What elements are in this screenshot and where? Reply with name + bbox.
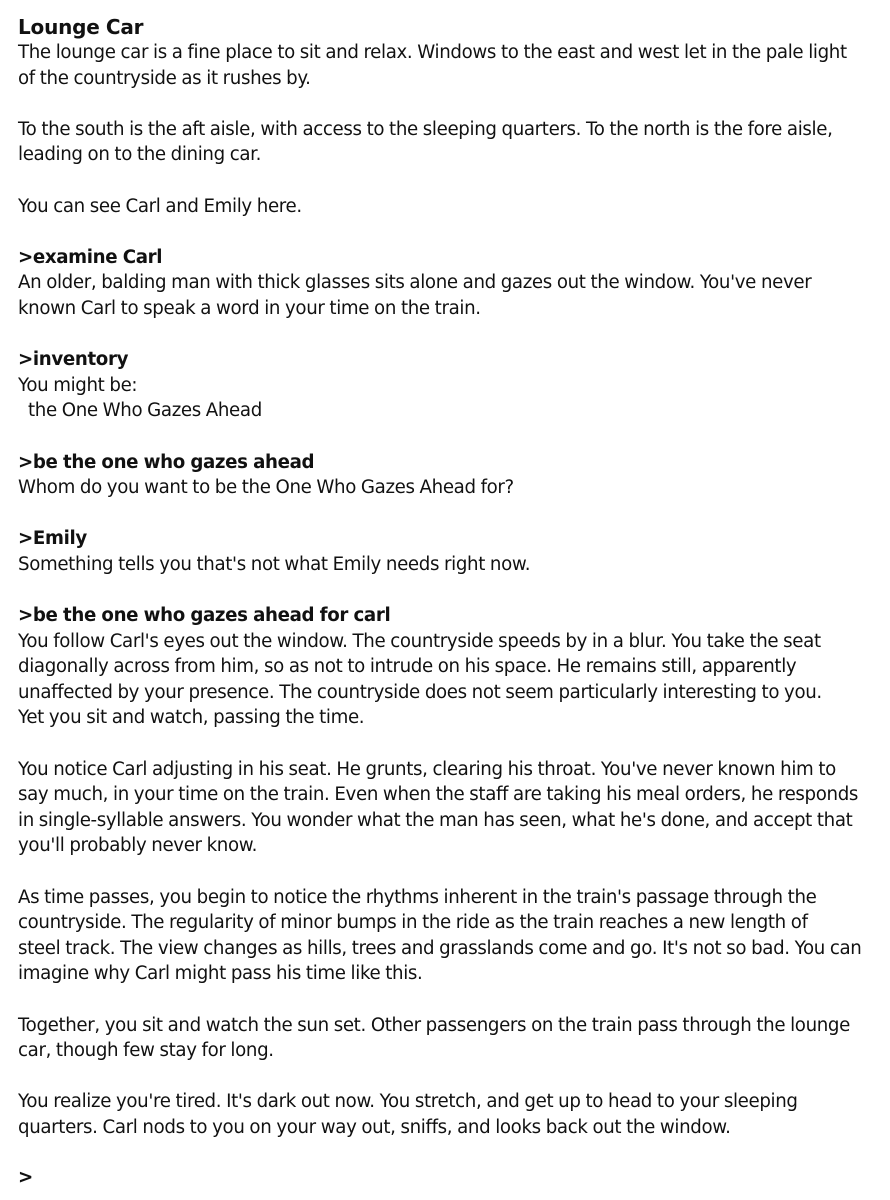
response-line: say much, in your time on the train. Even when the staff are taking his meal orders, he responds [18,784,859,806]
response-line: You notice Carl adjusting in his seat. He grunts, clearing his throat. You've never known him to [18,758,836,780]
response-line: As time passes, you begin to notice the rhythms inherent in the train's passage through the [18,886,817,908]
room-exits-line: To the south is the aft aisle, with access to the sleeping quarters. To the north is the fore aisle, [18,118,833,140]
room-exits-line: leading on to the dining car. [18,144,262,166]
response-line: Whom do you want to be the One Who Gazes Ahead for? [18,477,514,499]
response-line: diagonally across from him, so as not to intrude on his space. He remains still, apparently [18,656,797,678]
response-line: You realize you're tired. It's dark out now. You stretch, and get up to head to your sleeping [18,1091,798,1113]
response-line: Together, you sit and watch the sun set. Other passengers on the train pass through the lounge [18,1014,850,1036]
response-line: known Carl to speak a word in your time on the train. [18,297,481,319]
response-line: in single-syllable answers. You wonder what the man has seen, what he's done, and accept that [18,809,853,831]
room-description-line: The lounge car is a fine place to sit and relax. Windows to the east and west let in the pale light [18,42,847,63]
command-prompt[interactable]: > [18,1167,33,1189]
game-response-paragraph [18,629,880,731]
room-exits [18,117,880,168]
game-response-paragraph [18,1013,880,1064]
response-line: countryside. The regularity of minor bumps in the ride as the train reaches a new length of [18,912,808,934]
response-line: imagine why Carl might pass his time like this. [18,963,423,985]
room-description-line: of the countryside as it rushes by. [18,67,311,89]
response-line: you'll probably never know. [18,835,258,857]
response-line: quarters. Carl nods to you on your way out, sniffs, and looks back out the window. [18,1116,731,1138]
player-command: >examine Carl [18,246,163,268]
room-title: Lounge Car [18,15,144,39]
game-response [18,475,880,501]
player-command: >be the one who gazes ahead [18,451,315,473]
game-response [18,270,880,321]
player-command: >be the one who gazes ahead for carl [18,605,391,627]
response-line: You follow Carl's eyes out the window. The countryside speeds by in a blur. You take the seat [18,630,821,652]
inventory-intro: You might be: [18,374,138,396]
inventory-item: the One Who Gazes Ahead [28,400,262,422]
game-response-paragraph [18,1089,880,1140]
player-command: >Emily [18,528,87,550]
room-contents-line: You can see Carl and Emily here. [18,195,302,217]
player-command: >inventory [18,349,129,371]
response-line: Yet you sit and watch, passing the time. [18,707,365,729]
response-line: An older, balding man with thick glasses sits alone and gazes out the window. You've never [18,272,812,294]
response-line: Something tells you that's not what Emily needs right now. [18,553,531,575]
room-description [18,40,880,91]
game-response-paragraph [18,885,880,987]
game-response [18,552,880,578]
response-line: car, though few stay for long. [18,1040,274,1062]
response-line: steel track. The view changes as hills, trees and grasslands come and go. It's not so bad. You can [18,937,862,959]
game-response-paragraph [18,757,880,859]
response-line: unaffected by your presence. The countryside does not seem particularly interesting to you. [18,681,822,703]
room-contents [18,194,880,220]
game-transcript [18,14,880,1190]
